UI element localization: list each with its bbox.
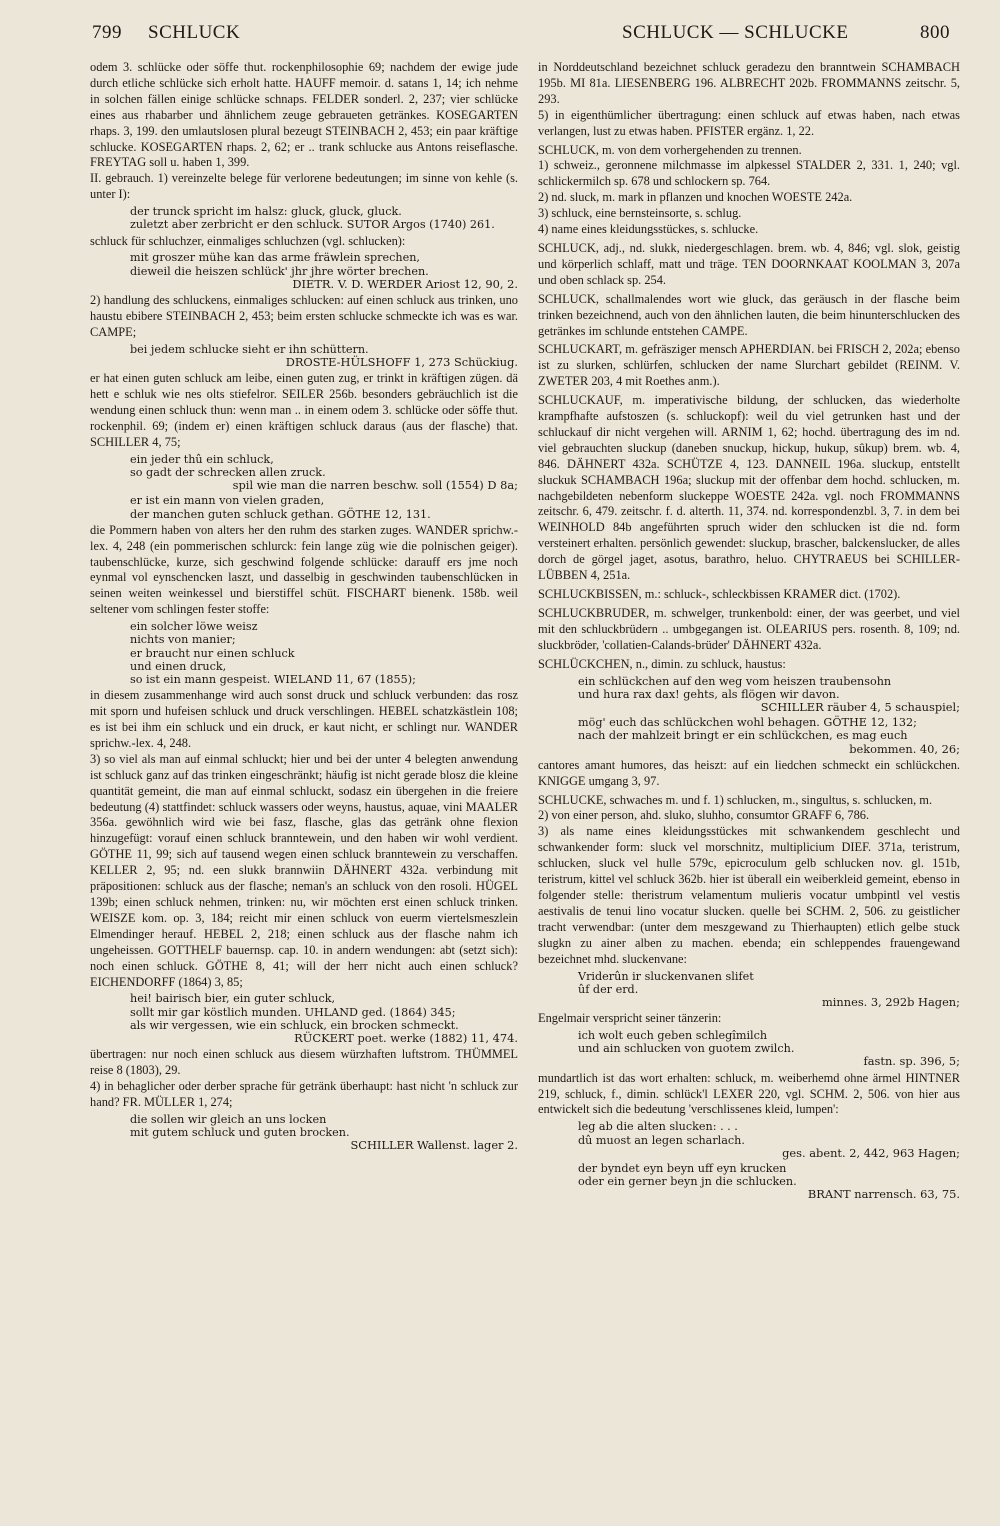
quotation-line: zuletzt aber zerbricht er den schluck. SUTOR Argos (1740) 261.	[130, 218, 495, 232]
quotation-line: ich wolt euch geben schlegîmilch	[578, 1029, 768, 1043]
quotation-line: bei jedem schlucke sieht er ihn schüttern.	[130, 342, 369, 356]
quotation-source: BRANT narrensch. 63, 75.	[807, 1187, 960, 1202]
entry-paragraph: 2) nd. sluck, m. mark in pflanzen und knochen WOESTE 242a.	[538, 190, 853, 205]
page-number-left: 799	[92, 22, 122, 43]
quotation-block	[578, 1162, 960, 1202]
left-column	[90, 60, 518, 1505]
quotation-line: er braucht nur einen schluck	[130, 646, 295, 660]
entry-paragraph: II. gebrauch. 1) vereinzelte belege für verlorene bedeutungen; im sinne von kehle (s. unter I):	[90, 171, 518, 202]
quotation-line: ûf der erd.	[578, 982, 639, 996]
quotation-source: fastn. sp. 396, 5;	[863, 1054, 960, 1069]
quotation-line: der manchen guten schluck gethan. GÖTHE 12, 131.	[130, 507, 431, 521]
quotation-source: SCHILLER Wallenst. lager 2.	[350, 1138, 518, 1153]
quotation-line: der trunck spricht im halsz: gluck, gluck, gluck.	[130, 205, 402, 219]
quotation-block	[578, 1120, 960, 1160]
quotation-line: und ain schlucken von guotem zwilch.	[578, 1042, 795, 1056]
entry-headword-paragraph: SCHLUCKAUF, m. imperativische bildung, der schlucken, das wiederholte krampfhafte aufstoszen (s. schluckopf): weil du viel getrunken hast und der schluckauf dir nicht vergehen will. ARNIM 1, 62; hochd. übertragung des im nd. viel gebrauchten sluckup (daneben snuckup, hickup, hukup, sûkup) brem. wb. 4, 846. DÄHNERT 432a. SCHÜTZE 4, 123. DANNEIL 196a. sluckup, entstellt sluckuk SCHAMBACH 196a; sluckup mit der offenbar dem hochd. schlucken, m. nachgebildeten nebenform sluckeppe WOESTE 242a. vgl. noch FROMMANNS zeitschr. 6, 479. zeitschr. f. d. alterth. 11, 374. nd. korrespondenzbl. 3, 7. in dem bei WEINHOLD 84b angeführten spruch wider den schlucken ist die nd. form versteinert erhalten. persönlich gewendet: sluckup, brascher, balckenslucker, de alles dorch de görgel jaget, asotus, barathro, heluo. CHYTRAEUS bei SCHILLER-LÜBBEN 4, 251a.	[538, 393, 960, 583]
quotation-line: sollt mir gar köstlich munden. UHLAND ged. (1864) 345;	[130, 1005, 456, 1019]
entry-paragraph: 3) so viel als man auf einmal schluckt; hier und bei der unter 4 belegten anwendung ist schluck ganz auf das trinken eingeschränkt; häufig ist nicht gerade blosz die kleine quantität gemeint, die man auf einmal schluckt, sodasz ein übergehen in die freiere bedeutung (4) stattfindet: schluck wassers oder weyns, haustus, aquae, vini MAALER 356a. gewöhnlich wird wie bei fasz, flasche, glas das getränk ohne flexion hinzugefügt: vorauf einen schluck branntewein, und den haben wir wohl verdient. GÖTHE 11, 99; sich auf tausend wegen einen schluck branntewein zu verschaffen. KELLER 2, 95; nd. een slukk brannwiin DÄHNERT 432a. verbindung mit präpositionen: schluck aus der flasche; neman's an schluck von den rosoli. HÜGEL 139b; einen schluck nehmen, trinken: nu, wir möchten erst einen schluck trinken. WEISZE kom. op. 3, 184; reicht mir einen schluck von euerm viertelsmeszlein Elmendinger herauf. HEBEL 2, 218; einen schluck aus der flasche nahm ich ungeheissen. GOTTHELF bauernsp. cap. 10. in andern wendungen: abt (setzt sich): noch einen schluck. GÖTHE 8, 41; will der herr nicht auch einen schluck? EICHENDORFF (1864) 3, 85;	[90, 751, 518, 989]
quotation-line: er ist ein mann von vielen graden,	[130, 494, 325, 508]
quotation-line: und einen druck,	[130, 659, 227, 673]
quotation-line: so ist ein mann gespeist. WIELAND 11, 67 (1855);	[130, 673, 416, 686]
entry-paragraph: 1) schweiz., geronnene milchmasse im alpkessel STALDER 2, 331. 1, 240; vgl. schlickermilch sp. 678 und schlockern sp. 764.	[538, 158, 960, 189]
quotation-block	[130, 343, 518, 369]
entry-paragraph: übertragen: nur noch einen schluck aus diesem würzhaften luftstrom. THÜMMEL reise 8 (1803), 29.	[90, 1047, 518, 1078]
quotation-line: dû muost an legen scharlach.	[578, 1133, 745, 1147]
quotation-line: der byndet eyn beyn uff eyn krucken	[578, 1161, 787, 1175]
running-head-left: SCHLUCK	[148, 22, 241, 43]
entry-paragraph: 4) name eines kleidungsstückes, s. schlucke.	[538, 222, 759, 237]
quotation-line: ein solcher löwe weisz	[130, 620, 258, 634]
quotation-block	[130, 205, 518, 231]
quotation-block	[578, 1029, 960, 1069]
entry-headword-paragraph: SCHLUCK, adj., nd. slukk, niedergeschlagen. brem. wb. 4, 846; vgl. slok, geistig und körperlich schlaff, matt und träge. TEN DOORNKAAT KOOLMAN 3, 207a und oben schlack sp. 254.	[538, 240, 960, 287]
quotation-source: SCHILLER räuber 4, 5 schauspiel;	[760, 699, 960, 714]
quotation-line: nach der mahlzeit bringt er ein schlückchen, es mag euch	[578, 729, 908, 743]
quotation-line: und hura rax dax! gehts, als flögen wir davon.	[578, 687, 840, 701]
entry-headword-paragraph: SCHLUCKART, m. gefräsziger mensch APHERDIAN. bei FRISCH 2, 202a; ebenso ist zu slurken, schlürfen, schlucken der name Slurchart gebildet (REINM. V. ZWETER 203, 4 mit Roethes anm.).	[538, 342, 960, 389]
entry-paragraph: 2) von einer person, ahd. sluko, sluhho, consumtor GRAFF 6, 786.	[538, 808, 870, 823]
quotation-line: nichts von manier;	[130, 633, 236, 647]
quotation-line: dieweil die heiszen schlück' jhr jhre wörter brechen.	[130, 264, 429, 278]
quotation-source: DIETR. V. D. WERDER Ariost 12, 90, 2.	[292, 276, 518, 291]
entry-paragraph: 5) in eigenthümlicher übertragung: einen schluck auf etwas haben, nach etwas verlangen, lust zu etwas haben. PFISTER ergänz. 1, 22.	[538, 107, 960, 138]
quotation-source: spil wie man die narren beschw. soll (1554) D 8a;	[232, 478, 518, 493]
quotation-source: ges. abent. 2, 442, 963 Hagen;	[782, 1145, 960, 1160]
quotation-block	[130, 494, 518, 520]
entry-paragraph: 4) in behaglicher oder derber sprache für getränk überhaupt: hast nicht 'n schluck zur hand? FR. MÜLLER 1, 274;	[90, 1079, 518, 1109]
running-head-right: SCHLUCK — SCHLUCKE	[622, 22, 849, 43]
right-column	[538, 60, 960, 1505]
entry-paragraph: schluck für schluchzer, einmaliges schluchzen (vgl. schlucken):	[90, 233, 406, 248]
entry-paragraph: er hat einen guten schluck am leibe, einen guten zug, er trinkt in kräftigen zügen. dä hett e schluk wie nes olts stiefelror. SEILER 256b. besonders gebräuchlich ist die wendung einen schluck thun: wenn man .. in einem odem 3. schlücke oder söffe thut. rockenphil. 69; (indem er) einen kräftigen schluck daraus (aus der flasche) that. SCHILLER 4, 75;	[90, 371, 518, 449]
entry-headword-paragraph: SCHLÜCKCHEN, n., dimin. zu schluck, haustus:	[538, 656, 786, 671]
quotation-line: so gadt der schrecken allen zruck.	[130, 465, 326, 479]
entry-headword-paragraph: SCHLUCK, m. von dem vorhergehenden zu trennen.	[538, 142, 802, 157]
quotation-block	[130, 453, 518, 493]
entry-paragraph: in Norddeutschland bezeichnet schluck geradezu den branntwein SCHAMBACH 195b. MI 81a. LIESENBERG 196. ALBRECHT 202b. FROMMANNS zeitschr. 5, 293.	[538, 60, 960, 106]
entry-paragraph: odem 3. schlücke oder söffe thut. rockenphilosophie 69; nachdem der ewige jude durch etliche schlücke sich erholt hatte. HAUFF memoir. d. satans 1, 14; ich nehme in solchen fällen einige schlücke schnaps. FELDER sonderl. 2, 237; vier schlücke eines aus rhabarber und ähnlichem zeuge gebraueten getränkes. KOSEGARTEN rhaps. 3, 199. den umlautslosen plural bezeugt STEINBACH 2, 453; ein paar kräftige schlucke. KOSEGARTEN rhaps. 2, 62; er .. trank schlucke aus Antons reiseflasche. FREYTAG soll u. haben 1, 399.	[90, 60, 518, 170]
quotation-source: minnes. 3, 292b Hagen;	[821, 994, 960, 1009]
entry-paragraph: mundartlich ist das wort erhalten: schluck, m. weiberhemd ohne ärmel HINTNER 219, schluck, f., dimin. schlück'l LEXER 220, vgl. SCHM. 2, 506. von hier aus entwickelt sich die bedeutung 'verschlissenes kleid, lumpen':	[538, 1070, 960, 1117]
quotation-line: leg ab die alten slucken: . . .	[578, 1120, 738, 1134]
quotation-line: oder ein gerner beyn jn die schlucken.	[578, 1175, 797, 1189]
quotation-block	[130, 992, 518, 1045]
entry-headword-paragraph: SCHLUCKBRUDER, m. schwelger, trunkenbold: einer, der was geerbet, und viel mit den schluckbrüdern .. umbgegangen ist. OLEARIUS pers. rosenth. 8, 109; nd. sluckbröder, 'collatien-Calands-brüder' DÄHNERT 432a.	[538, 605, 960, 652]
page-number-right: 800	[920, 22, 950, 43]
quotation-block	[578, 970, 960, 1010]
entry-paragraph: 3) als name eines kleidungsstückes mit schwankendem geschlecht und schwankender form: sluck vel morschnitz, multiplicium DIEF. 371a, teristrum, schlucken, sluck vel hulle 579c, epicroculum gelb schlucken nov. gl. 151b, teristrum, kittel vel schluck 362b. hier ist überall ein weiberkleid gemeint, ebenso in folgender stelle: theristrum velamentum mulieris vocatur umbpintl vel vestis aestivalis de tenui lino vocatur slucken. quelle bei SCHM. 2, 506. zu geistlicher tracht verwendbar: (unter dem meszgewand zu Thierhaupten) etlich gelbe stuck slugkn zu ainer alben zu machen. ebenda; ein schleppendes frauengewand bezeichnet mhd. sluckenvane:	[538, 824, 960, 966]
quotation-source: DROSTE-HÜLSHOFF 1, 273 Schückiug.	[285, 355, 518, 369]
quotation-line: ein schlückchen auf den weg vom heiszen traubensohn	[578, 674, 892, 688]
entry-headword-paragraph: SCHLUCKE, schwaches m. und f. 1) schlucken, m., singultus, s. schlucken, m.	[538, 792, 933, 807]
quotation-source: bekommen. 40, 26;	[849, 741, 960, 756]
quotation-line: mög' euch das schlückchen wohl behagen. GÖTHE 12, 132;	[578, 716, 917, 730]
entry-paragraph: cantores amant humores, das heiszt: auf ein liedchen schmeckt ein schlückchen. KNIGGE umgang 3, 97.	[538, 757, 960, 788]
quotation-block	[578, 675, 960, 715]
entry-headword-paragraph: SCHLUCK, schallmalendes wort wie gluck, das geräusch in der flasche beim trinken bezeichnend, auch von den ähnlichen lauten, die beim hinunterschlucken des getränkes im schlunde entstehen CAMPE.	[538, 291, 960, 338]
quotation-line: Vriderûn ir sluckenvanen slifet	[578, 969, 754, 983]
quotation-line: die sollen wir gleich an uns locken	[130, 1112, 327, 1126]
entry-paragraph: die Pommern haben von alters her den ruhm des starken zuges. WANDER sprichw.-lex. 4, 248 (ein pommerischen schlurck: fein lange züg wie die polnischen geiger). taubenschlücke, kurze, sich geschwind folgende schlücke: darauff ers jme noch eynmal vol eynschencken laszt, und dasselbig in geschwinden taubenschlücken in seinen weiten weinkessel und bierstiffel schüt. FISCHART bienenk. 158b. weil seltener vom schlingen fester stoffe:	[90, 522, 518, 617]
quotation-block	[578, 716, 960, 756]
quotation-line: mit groszer mühe kan das arme fräwlein sprechen,	[130, 251, 420, 265]
quotation-line: als wir vergessen, wie ein schluck, ein brocken schmeckt.	[130, 1018, 459, 1032]
quotation-line: hei! bairisch bier, ein guter schluck,	[130, 992, 336, 1006]
entry-paragraph: Engelmair verspricht seiner tänzerin:	[538, 1011, 722, 1026]
quotation-line: mit gutem schluck und guten brocken.	[130, 1126, 350, 1140]
quotation-block	[130, 1113, 518, 1153]
entry-paragraph: 2) handlung des schluckens, einmaliges schlucken: auf einen schluck aus trinken, uno haustu ebibere STEINBACH 2, 453; beim ersten schlucke schmeckte ich was es war. CAMPE;	[90, 293, 518, 339]
quotation-block	[130, 620, 518, 686]
entry-headword-paragraph: SCHLUCKBISSEN, m.: schluck-, schleckbissen KRAMER dict. (1702).	[538, 587, 901, 601]
entry-paragraph: in diesem zusammenhange wird auch sonst druck und schluck verbunden: das rosz mit sporn und hufeisen schluck und druck verschlingen. HEBEL schatzkästlein 108; es ist bei ihm ein schluck und ein druck, er kaut nicht, er schlingt nur. WANDER sprichw.-lex. 4, 248.	[90, 688, 518, 750]
quotation-block	[130, 251, 518, 291]
page-header	[0, 18, 1000, 52]
quotation-source: RÜCKERT poet. werke (1882) 11, 474.	[294, 1031, 518, 1046]
entry-paragraph: 3) schluck, eine bernsteinsorte, s. schlug.	[538, 206, 742, 221]
quotation-line: ein jeder thû ein schluck,	[130, 452, 274, 466]
